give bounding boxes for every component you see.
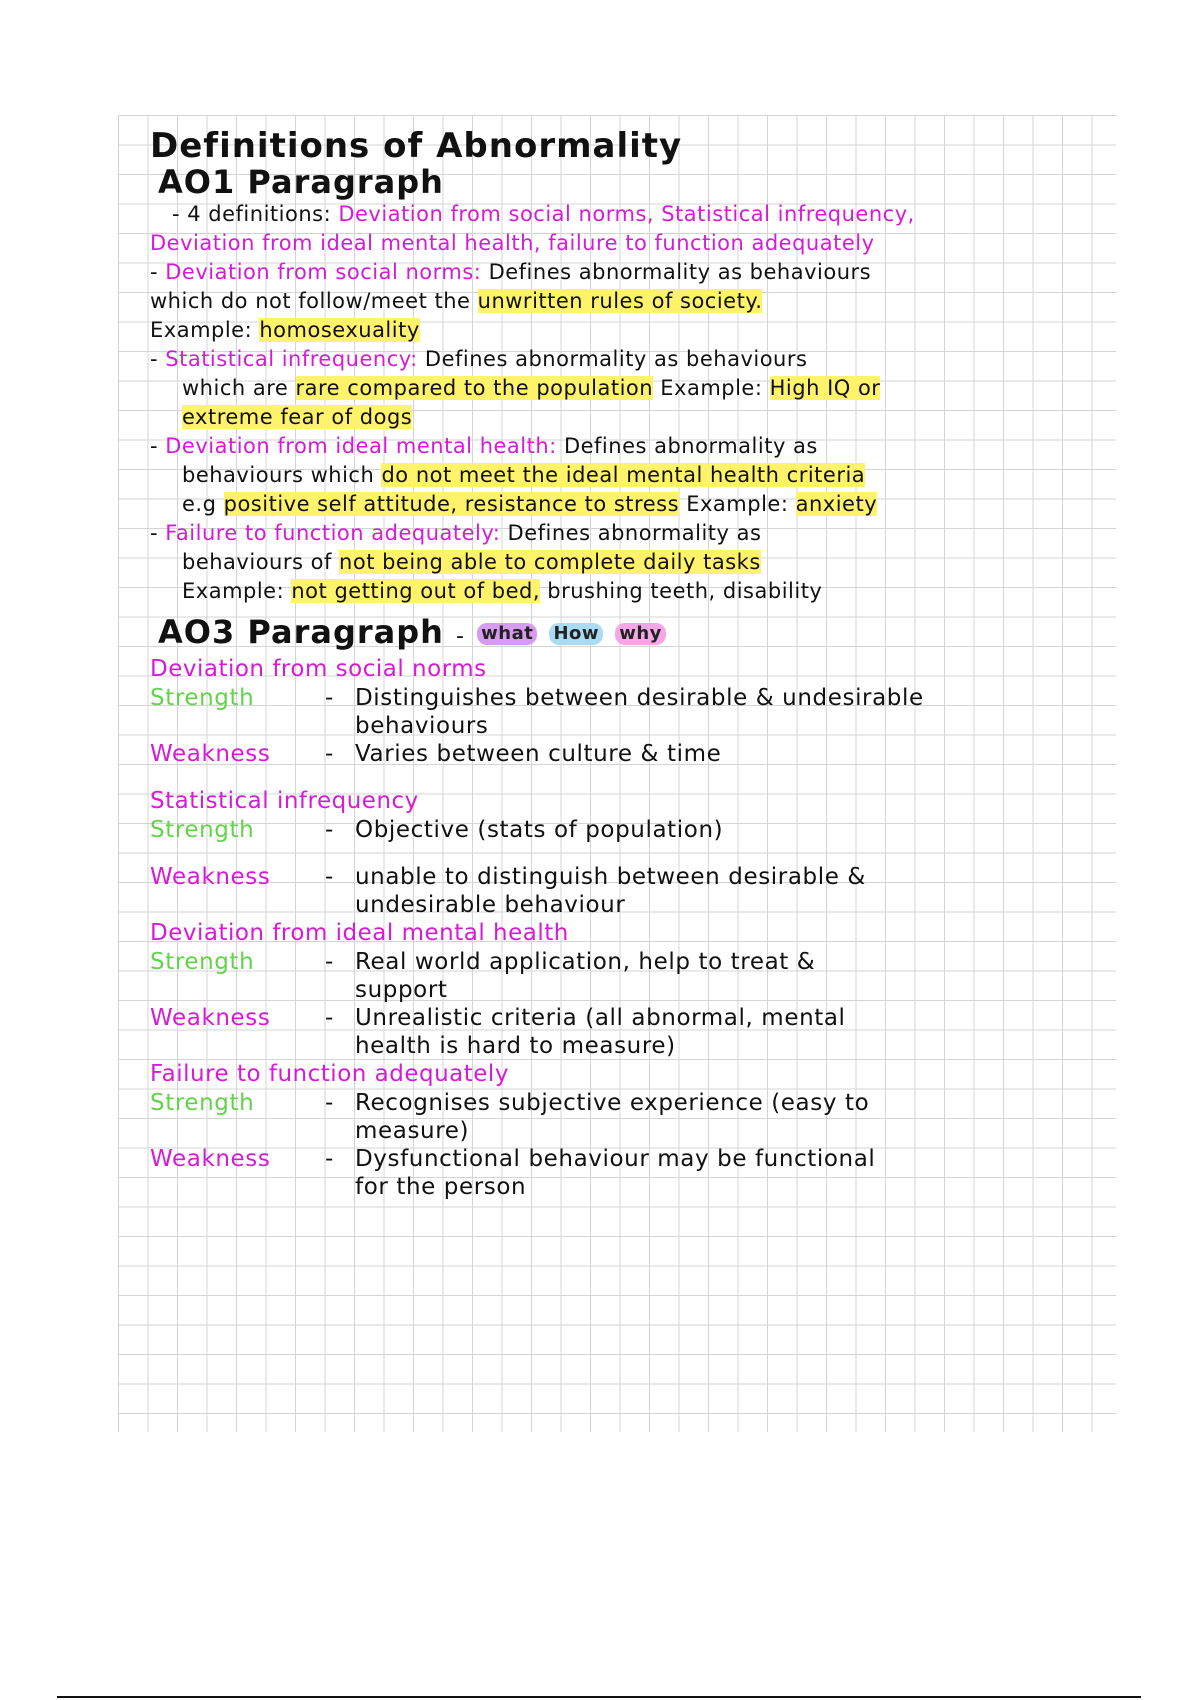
def1-line-1 <box>150 258 1110 287</box>
page-title: Definitions of Abnormality <box>150 126 683 166</box>
dash: - <box>325 685 334 711</box>
ao3-section-4-name: Failure to function adequately <box>150 1061 509 1087</box>
def1-example-line <box>150 316 1110 345</box>
def2-example-cont: extreme fear of dogs <box>182 405 413 429</box>
ao3-section-4-weakness <box>150 1145 1110 1174</box>
weakness-label: Weakness <box>150 1146 271 1172</box>
weakness-label: Weakness <box>150 1005 271 1031</box>
def4-text: Defines abnormality as <box>507 521 762 545</box>
def1-term: Deviation from social norms: <box>165 260 482 284</box>
def3-example: anxiety <box>795 492 878 516</box>
def1-dash: - <box>150 260 159 284</box>
def1-line-2 <box>150 287 1110 316</box>
strength-text-cont: support <box>355 977 448 1003</box>
ao3-section-1-weakness <box>150 740 1110 769</box>
def2-line-3 <box>150 403 1110 432</box>
chip-what: what <box>477 623 537 645</box>
ao1-intro-line-1 <box>150 200 1110 229</box>
def2-term: Statistical infrequency: <box>165 347 418 371</box>
dash: - <box>325 864 334 890</box>
def2-dash: - <box>150 347 159 371</box>
def3-text-cont: behaviours which <box>182 463 375 487</box>
def4-line-1 <box>150 519 1110 548</box>
ao3-section-3-weakness <box>150 1004 1110 1033</box>
ao1-heading: AO1 Paragraph <box>158 163 444 201</box>
weakness-text-cont: undesirable behaviour <box>355 892 626 918</box>
def3-line-3 <box>150 490 1110 519</box>
ao1-intro-prefix: - 4 definitions: <box>172 202 332 226</box>
handwritten-notes <box>150 128 1110 1201</box>
ao1-intro-line-2 <box>150 229 1110 258</box>
strength-label: Strength <box>150 685 255 711</box>
ao3-heading: AO3 Paragraph <box>158 613 444 651</box>
def3-highlight: do not meet the ideal mental health criteria <box>381 463 866 487</box>
def4-term: Failure to function adequately: <box>165 521 501 545</box>
def4-line-2 <box>150 548 1110 577</box>
def4-highlight: not being able to complete daily tasks <box>339 550 761 574</box>
dash: - <box>325 741 334 767</box>
chip-why: why <box>615 623 666 645</box>
weakness-text: Varies between culture & time <box>355 741 722 767</box>
weakness-label: Weakness <box>150 864 271 890</box>
def4-text-cont: behaviours of <box>182 550 332 574</box>
def1-highlight: unwritten rules of society. <box>477 289 763 313</box>
weakness-text-cont: health is hard to measure) <box>355 1033 676 1059</box>
page-bottom-rule <box>57 1696 1141 1698</box>
strength-label: Strength <box>150 949 255 975</box>
def2-highlight: rare compared to the population <box>295 376 654 400</box>
ao3-section-3-name: Deviation from ideal mental health <box>150 920 569 946</box>
def1-example: homosexuality <box>259 318 420 342</box>
ao3-heading-dash: - <box>456 624 465 649</box>
def3-term: Deviation from ideal mental health: <box>165 434 557 458</box>
def2-example: High IQ or <box>769 376 881 400</box>
weakness-label: Weakness <box>150 741 271 767</box>
ao3-section-1-strength <box>150 684 1110 713</box>
def4-example-line <box>150 577 1110 606</box>
def3-line-1 <box>150 432 1110 461</box>
def3-example-label: Example: <box>686 492 789 516</box>
dash: - <box>325 1005 334 1031</box>
def1-text: Defines abnormality as behaviours <box>488 260 872 284</box>
dash: - <box>325 1146 334 1172</box>
dash: - <box>325 817 334 843</box>
ao3-section-4-strength <box>150 1089 1110 1118</box>
def2-line-1 <box>150 345 1110 374</box>
def1-text-cont: which do not follow/meet the <box>150 289 471 313</box>
strength-text-cont: measure) <box>355 1118 470 1144</box>
def3-dash: - <box>150 434 159 458</box>
weakness-text-cont: for the person <box>355 1174 527 1200</box>
def2-line-2 <box>150 374 1110 403</box>
ao3-section-2-strength <box>150 816 1110 845</box>
def3-line-2 <box>150 461 1110 490</box>
weakness-text: Dysfunctional behaviour may be functional <box>355 1146 876 1172</box>
def1-example-label: Example: <box>150 318 253 342</box>
ao3-section-2-name: Statistical infrequency <box>150 788 419 814</box>
def4-example-label: Example: <box>182 579 285 603</box>
ao3-section-1-name: Deviation from social norms <box>150 656 487 682</box>
strength-text: Real world application, help to treat & <box>355 949 816 975</box>
def4-example-highlight: not getting out of bed, <box>291 579 541 603</box>
def2-text-cont: which are <box>182 376 289 400</box>
ao1-intro-definitions: Deviation from social norms, Statistical infrequency, <box>338 202 915 226</box>
ao1-intro-definitions-cont: Deviation from ideal mental health, failure to function adequately <box>150 231 875 255</box>
strength-label: Strength <box>150 817 255 843</box>
def3-text: Defines abnormality as <box>563 434 818 458</box>
def3-eg-highlight: positive self attitude, resistance to stress <box>223 492 680 516</box>
dash: - <box>325 1090 334 1116</box>
strength-label: Strength <box>150 1090 255 1116</box>
chip-how: How <box>549 623 603 645</box>
def3-eg: e.g <box>182 492 217 516</box>
def2-text: Defines abnormality as behaviours <box>424 347 808 371</box>
weakness-text: Unrealistic criteria (all abnormal, mental <box>355 1005 846 1031</box>
strength-text: Distinguishes between desirable & undesirable <box>355 685 924 711</box>
strength-text-cont: behaviours <box>355 713 489 739</box>
def2-example-label: Example: <box>660 376 763 400</box>
ao3-section-2-weakness <box>150 863 1110 892</box>
ao3-heading-line <box>158 614 1110 655</box>
strength-text: Objective (stats of population) <box>355 817 724 843</box>
ao3-section-3-strength <box>150 948 1110 977</box>
strength-text: Recognises subjective experience (easy to <box>355 1090 870 1116</box>
dash: - <box>325 949 334 975</box>
def4-dash: - <box>150 521 159 545</box>
weakness-text: unable to distinguish between desirable & <box>355 864 866 890</box>
def4-example-rest: brushing teeth, disability <box>547 579 823 603</box>
